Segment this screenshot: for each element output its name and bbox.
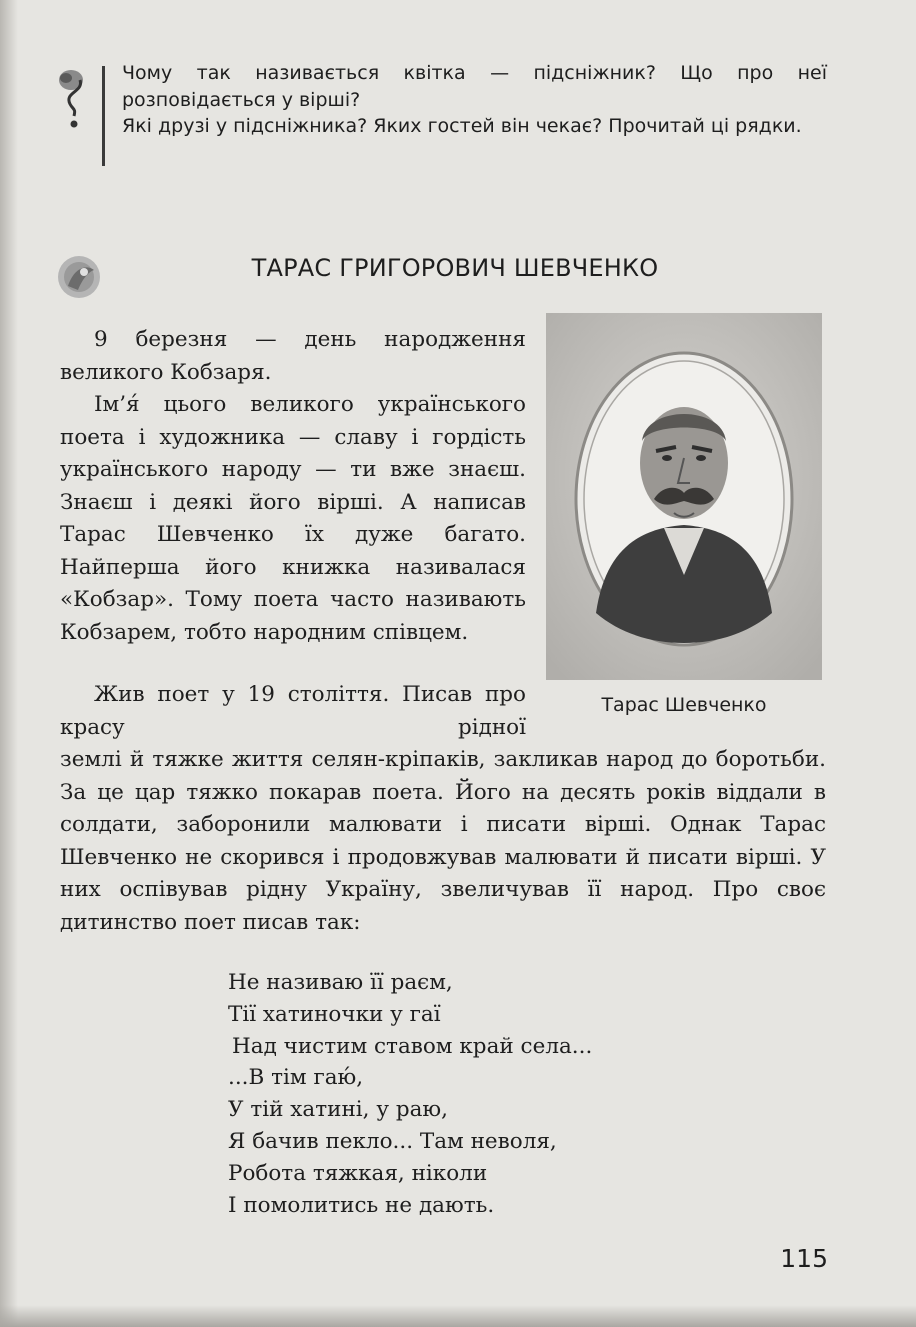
section-title: ТАРАС ГРИГОРОВИЧ ШЕВЧЕНКО: [251, 254, 659, 282]
poem-line: Тії хатиночки у гаї: [228, 1001, 441, 1027]
question-line-1: Чому так називається квітка — підсніжник? Що про неї розповідається у вірші?: [122, 62, 827, 111]
article-paragraph-3-rest: землі й тяжке життя селян-кріпаків, закликав народ до боротьби. За це цар тяжко покарав поета. Його на десять років віддали в солдати, заборонили малювати і писати вірші. Однак Тарас Шевченко не скорився і продовжував малювати й писати вірші. У них оспівував рідну Україну, звеличував її народ. Про своє дитинство поет писав так:: [60, 747, 826, 935]
portrait-illustration: [546, 313, 822, 680]
article-paragraph-1: 9 березня — день народження великого Кобзаря.: [60, 327, 526, 385]
poem-line: І помолитись не дають.: [228, 1192, 495, 1218]
question-mark-icon: [54, 66, 94, 130]
poem-line: Робота тяжкая, ніколи: [228, 1160, 488, 1186]
reading-section-icon: [56, 254, 102, 300]
poem-line: ...В тім гаю́,: [228, 1065, 364, 1091]
poem-excerpt: [228, 967, 788, 1221]
poem-line: У тій хатині, у раю,: [228, 1097, 448, 1123]
question-divider: [102, 66, 105, 166]
question-block: [122, 60, 827, 140]
poem-line: Я бачив пекло... Там неволя,: [228, 1128, 557, 1154]
portrait-drawing: [546, 313, 822, 680]
page-edge-shadow: [0, 1305, 916, 1327]
page-gutter-shadow: [0, 0, 18, 1327]
article-paragraph-3-start: Жив поет у 19 століття. Писав про красу рідної: [60, 682, 526, 740]
article-paragraph-2: Ім’я́ цього великого українського поета і художника — славу і гордість українського народу — ти вже знаєш. Знаєш і деякі його вірші. А написав Тарас Шевченко їх дуже багато. Найперша його книжка називалася «Кобзар». Тому поета часто називають Кобзарем, тобто народним співцем.: [60, 392, 526, 645]
poem-line: Над чистим ставом край села...: [232, 1033, 593, 1059]
page-number: 115: [780, 1244, 828, 1273]
portrait-caption: Тарас Шевченко: [601, 694, 767, 716]
poem-line: Не називаю її раєм,: [228, 970, 453, 995]
question-line-2: Які друзі у підсніжника? Яких гостей він чекає? Прочитай ці рядки.: [122, 115, 802, 137]
